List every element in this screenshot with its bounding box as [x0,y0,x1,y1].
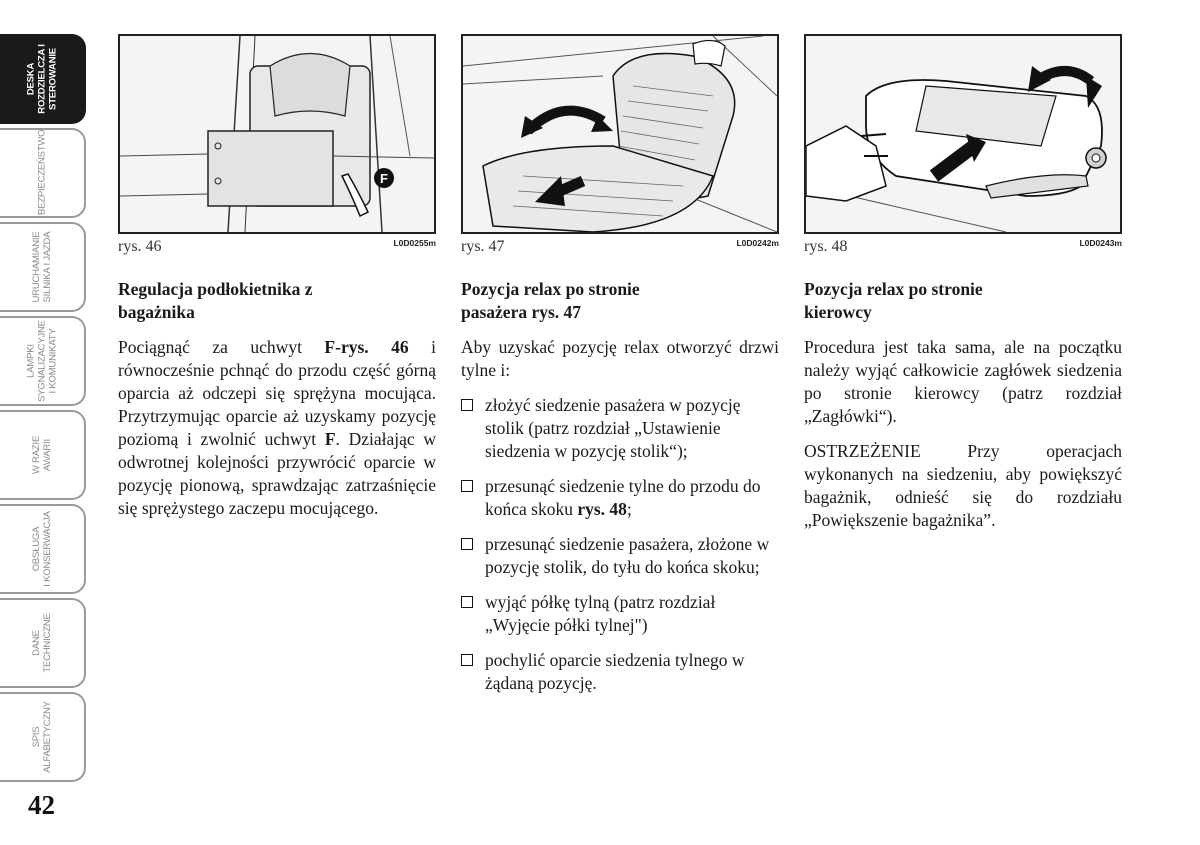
figure-caption [804,236,1122,258]
tab-label: LAMPKI SYGNALIZACYJNE I KOMUNIKATY [25,320,59,402]
checkbox-bullet-icon [461,399,473,411]
column-armrest [118,34,436,520]
figure-caption [461,236,779,258]
seat-illustration [463,36,777,232]
column-relax-driver [804,34,1122,532]
steps-list [461,394,779,695]
list-item: przesunąć siedzenie pasażera, złożone w pozycję stolik, do tyłu do końca skoku; [461,533,779,579]
checkbox-bullet-icon [461,538,473,550]
checkbox-bullet-icon [461,596,473,608]
figure-48 [804,34,1122,234]
tab-label: DESKA ROZDZIELCZA I STEROWANIE [25,44,59,114]
page-number: 42 [28,790,55,820]
tab-obsluga[interactable] [0,504,86,594]
list-item: pochylić oparcie siedzenia tylnego w żądaną pozycję. [461,649,779,695]
tab-dane-techniczne[interactable] [0,598,86,688]
paragraph: Pociągnąć za uchwyt F-rys. 46 i równocześnie pchnąć do przodu część górną oparcia aż odczepi się sprężyna mocująca. Przytrzymując oparcie aż uzyskamy pozycję poziomą i zwolnić uchwyt F. Działając w odwrotnej kolejności przywrócić oparcie w pozycję pionową, sprawdzając zatrzaśnięcie się sprężystego zaczepu mocującego. [118,337,436,518]
figure-code: L0D0242m [736,238,779,248]
figure-label: rys. 48 [804,238,848,255]
figure-label: rys. 47 [461,238,505,255]
paragraph: Aby uzyskać pozycję relax otworzyć drzwi tylne i: [461,337,779,380]
tab-uruchamianie[interactable] [0,222,86,312]
figure-caption [118,236,436,258]
tab-spis-alfabetyczny[interactable] [0,692,86,782]
armrest-illustration [120,36,434,232]
tab-label: OBSŁUGA I KONSERWACJA [31,511,53,587]
warning-paragraph: OSTRZEŻENIE Przy operacjach wykonanych na siedzeniu, aby powiększyć bagażnik, odnieść się do rozdziału „Powiększenie bagażnika”. [804,441,1122,530]
headrest-illustration [806,36,1120,232]
section-heading: Pozycja relax po stronie kierowcy [804,279,983,322]
tab-label: BEZPIECZEŃSTWO [36,129,48,215]
list-item: przesunąć siedzenie tylne do przodu do końca skoku rys. 48; [461,475,779,521]
checkbox-bullet-icon [461,654,473,666]
tab-lampki[interactable] [0,316,86,406]
list-item: złożyć siedzenie pasażera w pozycję stolik (patrz rozdział „Ustawienie siedzenia w pozycję stolik“); [461,394,779,463]
figure-label: rys. 46 [118,238,162,255]
figure-code: L0D0255m [393,238,436,248]
figure-code: L0D0243m [1079,238,1122,248]
tab-label: DANE TECHNICZNE [31,613,53,673]
tab-w-razie-awarii[interactable] [0,410,86,500]
section-heading: Pozycja relax po stronie pasażera rys. 47 [461,279,640,322]
tab-label: W RAZIE AWARII [31,435,53,475]
tab-label: URUCHAMIANIE SILNIKA I JAZDA [31,231,53,303]
figure-47 [461,34,779,234]
column-relax-passenger [461,34,779,695]
tab-deska-rozdzielcza[interactable] [0,34,86,124]
tab-bezpieczenstwo[interactable] [0,128,86,218]
list-item: wyjąć półkę tylną (patrz rozdział „Wyjęcie półki tylnej") [461,591,779,637]
tab-label: SPIS ALFABETYCZNY [31,701,53,773]
figure-46 [118,34,436,234]
checkbox-bullet-icon [461,480,473,492]
section-heading: Regulacja podłokietnika z bagażnika [118,279,313,322]
callout-f-label: F [380,171,388,186]
paragraph: Procedura jest taka sama, ale na początku należy wyjąć całkowicie zagłówek siedzenia po stronie kierowcy (patrz rozdział „Zagłówki“). [804,337,1122,426]
